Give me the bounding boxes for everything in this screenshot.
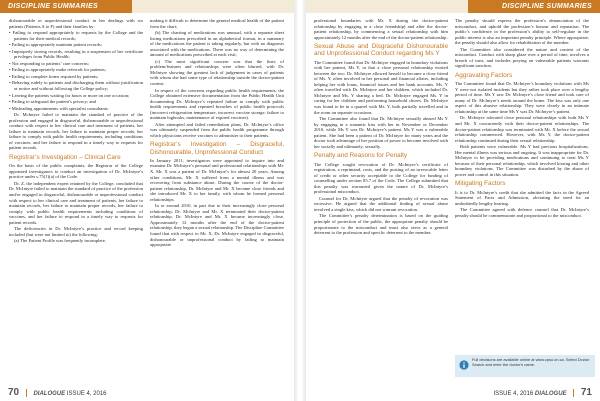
paragraph: It is to Dr. McIntyre’s credit that she admitted the facts in the Agreed Statement of Facts and Admission, obviating the need for an undoubtedly lengthy hearing. xyxy=(455,189,589,206)
column-4 xyxy=(455,18,589,381)
footer-left xyxy=(8,385,107,401)
page-number-right: 71 xyxy=(580,387,592,398)
paragraph: Counsel for Dr. McIntyre argued that the penalty of revocation was excessive. He argued that the additional finding of sexual abuse involved a single kiss, which did not warrant revocation. xyxy=(314,195,448,212)
paragraph: Both patients were vulnerable. Ms Y had previous hospitalizations. Her mental illness was serious and ongoing. It was inappropriate for Dr. McIntyre to be providing medications and continuing to treat Ms Y because of their personal relationship, which involved kissing and other boundary violations. The Committee was disturbed by the abuse of power and control in this situation. xyxy=(455,144,589,177)
page-number-left: 70 xyxy=(8,387,20,398)
paragraph: In or around 2010, in part due to their increasingly close personal relationship, Dr. McIntyre and Mr. X terminated their doctor-patient relationship. Dr. McIntyre and Mr. X became increasingly close. Approximately 12 months after the end of the doctor-patient relationship, they began a sexual relationship. The Discipline Committee found that with respect to Mr. X, Dr. McIntyre engaged in disgraceful, dishonourable or unprofessional conduct by failing to maintain appropriate xyxy=(150,203,284,248)
list-item: • Failing to safeguard the patient’s privacy; and xyxy=(9,99,96,105)
paragraph: (c) The most significant concern was that the lines of problem/features and relationships were often blurred, with Dr. McIntyre showing the greatest lack of judgement in cases of patients with whom she had some type of relationship outside the doctor-patient context. xyxy=(150,58,284,87)
list-item: • Not responding to patients’ care concerns; xyxy=(9,60,90,66)
paragraph: The College sought revocation of Dr. McIntyre’s certificate of registration, a reprimand, costs, and the posting of an irrevocable letter of credit or other security acceptable to the College for funding of counselling under section 85.7 of the Code. The College submitted that this penalty was warranted given the nature of Dr. McIntyre’s professional misconduct. xyxy=(314,161,448,195)
paragraph: Dr. McIntyre failed to maintain the standard of practice of the profession and engaged in disgraceful, dishonourable or unprofessional conduct with respect to her clinical care and treatment of patients, her failure to maintain records, her failure to maintain proper records, her failure to comply with public health requirements, including conditions of vaccines, and her failure to respond in a timely way to requests for patient records. xyxy=(9,112,143,151)
paragraph: (b) The charting of medications was unusual, with a separate sheet listing medications prescribed in an alphabetical format, in a summary of the medications the patient is taking regularly, but with no diagnosis associated with the medications. There was no way of determining the amount of medications prescribed at each visit; xyxy=(150,30,284,58)
section-heading: Aggravating Factors xyxy=(455,71,513,79)
publication-name-right: DIALOGUE xyxy=(534,391,567,397)
list-item: • Failing to appropriately maintain patient records; xyxy=(9,42,102,48)
publication-name-left: DIALOGUE xyxy=(33,391,66,397)
paragraph: The Committee found that Dr. McIntyre’s boundary violations with Ms Y were not isolated incidents but they rather took place over a lengthy period of time. Ms Y saw Dr. McIntyre’s close friend and took care of many of Dr. McIntyre’s needs around the home. The kiss was only one aspect of this abusive relationship. They were clearly in an intimate relationship at the same time Ms Y was Dr. McIntyre’s patient. xyxy=(455,81,589,114)
section-heading: Sexual Abuse and Disgraceful Dishonourable and Unprofessional Conduct regarding Ms Y xyxy=(314,43,448,58)
issue-label-right: ISSUE 4, 2016 xyxy=(493,391,534,397)
paragraph: Dr. McIntyre tolerated close personal relationships with both Ms Y and Mr. X concurrently with their doctor-patient relationships. The doctor-patient relationship was terminated with Mr. X before the sexual relationship commenced. However, with Ms Y, the doctor-patient relationship continued during their sexual relationship. xyxy=(455,115,589,143)
list-item: • Improperly storing records, resulting in a suspension of her certificate privileges from Public Health; xyxy=(9,48,143,60)
header-band-left xyxy=(0,0,294,13)
paragraph: In respect of the concerns regarding public health requirements, the College obtained extensive documentation from the Public Health Unit documenting Dr. McIntyre’s repeated failure to comply with public health requirements and repeated breaches of public health protocols (incorrect refrigeration temperature, incorrect vaccine storage, failure to maintain logbooks, maintenance of expired vaccines). xyxy=(150,87,284,121)
column-2 xyxy=(150,18,284,381)
section-heading: Mitigating Factors xyxy=(455,180,506,188)
paragraph: professional boundaries with Mr. X during the doctor-patient relationship by engaging in a close friendship) and after the doctor-patient relationship, by commencing a sexual relationship with him approximately 12 months after the end of the doctor-patient relationship. xyxy=(314,18,448,40)
list-item: • Failing to appropriately make referrals for patients; xyxy=(9,67,106,73)
info-icon xyxy=(459,360,469,370)
paragraph: In January 2011, investigators were appointed to inquire into and examine Dr. McIntyre’s personal and professional relationships with Mr. X. Mr. X was a patient of Dr. McIntyre’s for almost 20 years. Among other conditions, Mr. X suffered from a mental illness and was recovering from substance abuse. During the course of the doctor-patient relationship, Dr. McIntyre and Mr. X became close friends and she introduced Mr. X to her family, with whom he formed personal relationships. xyxy=(150,157,284,202)
footer-divider xyxy=(26,389,27,397)
info-note xyxy=(455,355,595,377)
list-item: • Behaving rudely to patients and discharging them without justification or notice and without following the College policy; xyxy=(9,80,143,92)
list-item: • Failing to respond appropriately to requests by the College and the patients for their medical records; xyxy=(9,30,143,41)
paragraph: dishonourable or unprofessional conduct in her dealings with six patients (Patients A to F) and their families by: xyxy=(9,18,143,29)
paragraph: On the basis of the public complaints, the Registrar of the College appointed investigators to conduct an investigation of Dr. McIntyre’s practice under s.75(1)(a) of the Code. xyxy=(9,163,143,180)
section-heading: Penalty and Reasons for Penalty xyxy=(314,152,408,160)
section-label-right: DISCIPLINE SUMMARIES xyxy=(468,0,600,13)
list-item: • Leaving the patients waiting for hours or more on one occasion; xyxy=(9,92,130,98)
footer-right xyxy=(493,385,592,401)
paragraph: The Committee also found that Dr. McIntyre sexually abused Ms Y by engaging in a romantic kiss with her in November or December 2010, while Ms Y was Dr. McIntyre’s patient. Ms Y was a vulnerable patient. She had been a patient of Dr. McIntyre for many years and the doctor took advantage of her position of power to become involved with her socially and ultimately, sexually. xyxy=(314,116,448,149)
issue-label-left: ISSUE 4, 2016 xyxy=(66,391,107,397)
paragraph: Dr. Z, the independent expert retained by the College, concluded that Dr. McIntyre failed to maintain the standard of practice of the profession and/or engaged in disgraceful, dishonourable or unprofessional conduct with respect to her clinical care and treatment of patients, her failure to maintain records, her failure to maintain proper records, her failure to comply with public health requirements including conditions of vaccines, and her failure to respond in a timely way to requests for patient records. xyxy=(9,180,143,225)
paragraph: The deficiencies in Dr. McIntyre’s practice and record keeping included (but were not limited to) the following: xyxy=(9,226,143,237)
paragraph: (a) The Patient Profile was frequently incomplete, xyxy=(14,238,106,244)
column-3 xyxy=(314,18,448,381)
page-gutter xyxy=(294,0,306,401)
bullet-list xyxy=(9,30,143,111)
paragraph: The penalty should express the profession’s denunciation of the misconduct, and uphold the profession’s honour and reputation. The public’s confidence in the profession’s ability to self-regulate in the public interest is also an important penalty principle. Where appropriate, the penalty should also allow for rehabilitation of the member. xyxy=(455,18,589,46)
column-1 xyxy=(9,18,143,381)
footer-divider xyxy=(573,389,574,397)
paragraph: After attempted and failed remediation plans, Dr. McIntyre’s office was ultimately suspended from the public health programme through which physicians receive vaccines to administer to their patients. xyxy=(150,121,284,138)
header-band-right xyxy=(306,0,600,13)
section-label-left: DISCIPLINE SUMMARIES xyxy=(0,0,132,13)
paragraph: The Committee found that Dr. McIntyre engaged in boundary violations with her patient, Ms Y, in that a close personal relationship existed between the two. Dr. McIntyre allowed herself to become a close friend of Ms. Y, often involved in her personal and financial affairs, including helping her with loans, financial issues and her bank accounts. Ms. Y often travelled with Dr. McIntyre and her children, which included Dr. McIntyre and Ms. Y sharing a bed. Dr. McIntyre engaged Ms. Y in caring for her children and performing household chores. Dr. McIntyre was found to be in a quarrel with Ms. Y, both partially travelled and in the room on separate occasions. xyxy=(314,59,448,115)
note-text: Full decisions are available online at www.cpso.on.ca. Select Doctor Search and enter the doctor’s name. xyxy=(472,357,590,367)
list-item: • Misleading appointments with specialist consultants. xyxy=(9,105,109,111)
section-heading: Registrar’s Investigation – Disgraceful, Dishonourable, Unprofessional Conduct xyxy=(150,141,284,156)
paragraph: The Committee’s penalty determination is based on the guiding principle of protection of the public, the appropriate penalty should be proportionate to the misconduct and must also serve as a general deterrent to the profession and specific deterrent to the member. xyxy=(314,213,448,236)
list-item: • Failing to complete forms required by patients; xyxy=(9,73,99,79)
section-heading: Registrar’s Investigation – Clinical Care xyxy=(9,154,121,162)
paragraph: making it difficult to determine the general medical health of the patient from the chart; xyxy=(150,18,284,29)
paragraph: The Committee also considered the nature and context of the misconduct. Conduct with sharp glaze over a period of time, involves a breach of trust, and includes preying on vulnerable patients warrants significant sanction. xyxy=(455,46,589,69)
paragraph: The Committee agreed with defence counsel that Dr. McIntyre’s penalty should be commensurate and proportional to the misconduct. xyxy=(455,207,589,218)
